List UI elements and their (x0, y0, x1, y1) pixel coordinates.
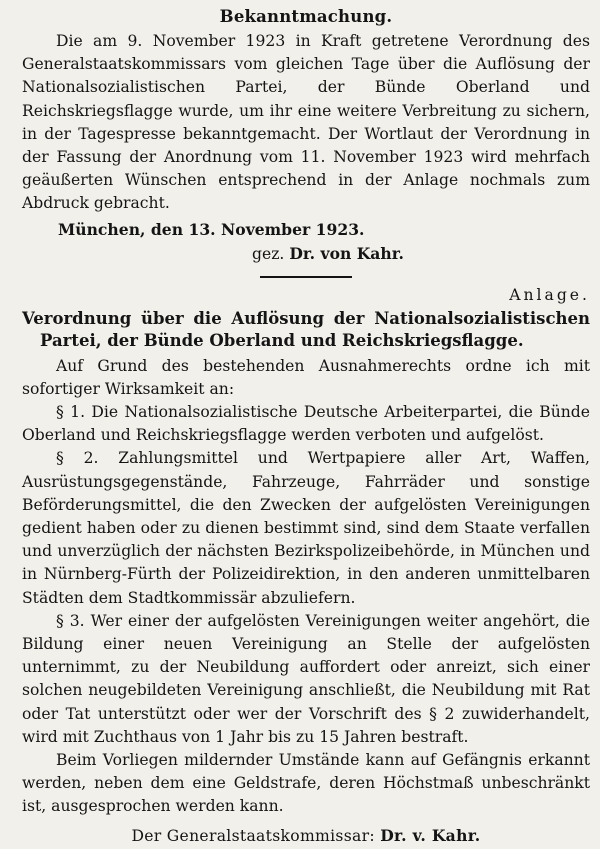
section-3: § 3. Wer einer der aufgelösten Vereinigungen weiter angehört, die Bildung einer neuen Vereinigung an Stelle der aufgelösten unternimmt, zu der Neubildung auffordert oder anreizt, sich einer solchen neugebildeten Vereinigung anschließt, die Neubildung mit Rat oder Tat unterstützt oder wer der Vorschrift des § 2 zuwiderhandelt, wird mit Zuchthaus von 1 Jahr bis zu 15 Jahren bestraft. (22, 611, 590, 746)
section-2: § 2. Zahlungsmittel und Wertpapiere aller Art, Waffen, Ausrüstungsgegenstände, Fahrzeuge, Fahrräder und sonstige Beförderungsmittel, die den Zwecken der aufgelösten Vereinigungen gedient haben oder zu dienen bestimmt sind, sind dem Staate verfallen und unverzüglich der nächsten Bezirkspolizeibehörde, in München und in Nürnberg-Fürth der Polizeidirektion, in den anderen unmittelbaren Städten dem Stadtkommissär abzuliefern. (22, 449, 590, 607)
signed-name: Dr. von Kahr. (289, 243, 404, 263)
intro-paragraph: Die am 9. November 1923 in Kraft getretene Verordnung des Generalstaatskommissars vom gleichen Tage über die Auflösung der Nationalsozialistischen Partei, der Bünde Oberland und Reichskriegsflagge wurde, um ihr eine weitere Verbreitung zu sichern, in der Tagespresse bekanntgemacht. Der Wortlaut der Verordnung in der Fassung der Anordnung vom 11. November 1923 wird mehrfach geäußerten Wünschen entsprechend in der Anlage nochmals zum Abdruck gebracht. (22, 32, 590, 213)
divider-rule (260, 276, 352, 278)
signature (252, 242, 590, 266)
preamble-paragraph: Auf Grund des bestehenden Ausnahmerechts ordne ich mit sofortiger Wirksamkeit an: (22, 356, 590, 398)
section-1: § 1. Die Nationalsozialistische Deutsche Arbeiterpartei, die Bünde Oberland und Reichskriegsflagge werden verboten und aufgelöst. (22, 403, 590, 445)
ordinance-title-line2: Partei, der Bünde Oberland und Reichskriegsflagge. (40, 331, 524, 351)
closing-title: Der Generalstaatskommissar: (131, 826, 375, 845)
ordinance-title (22, 308, 590, 353)
signed-prefix: gez. (252, 244, 285, 263)
heading: Bekanntmachung. (219, 7, 393, 26)
place-date: München, den 13. November 1923. (58, 219, 365, 239)
mitigation-paragraph: Beim Vorliegen mildernder Umstände kann auf Gefängnis erkannt werden, neben dem eine Geldstrafe, deren Höchstmaß unbeschränkt ist, ausgesprochen werden kann. (22, 751, 590, 816)
ordinance-title-line1: Verordnung über die Auflösung der Nationalsozialistischen (22, 308, 590, 328)
closing-name: Dr. v. Kahr. (380, 825, 481, 845)
anlage-label: Anlage. (509, 285, 590, 304)
closing-signature (22, 823, 590, 849)
